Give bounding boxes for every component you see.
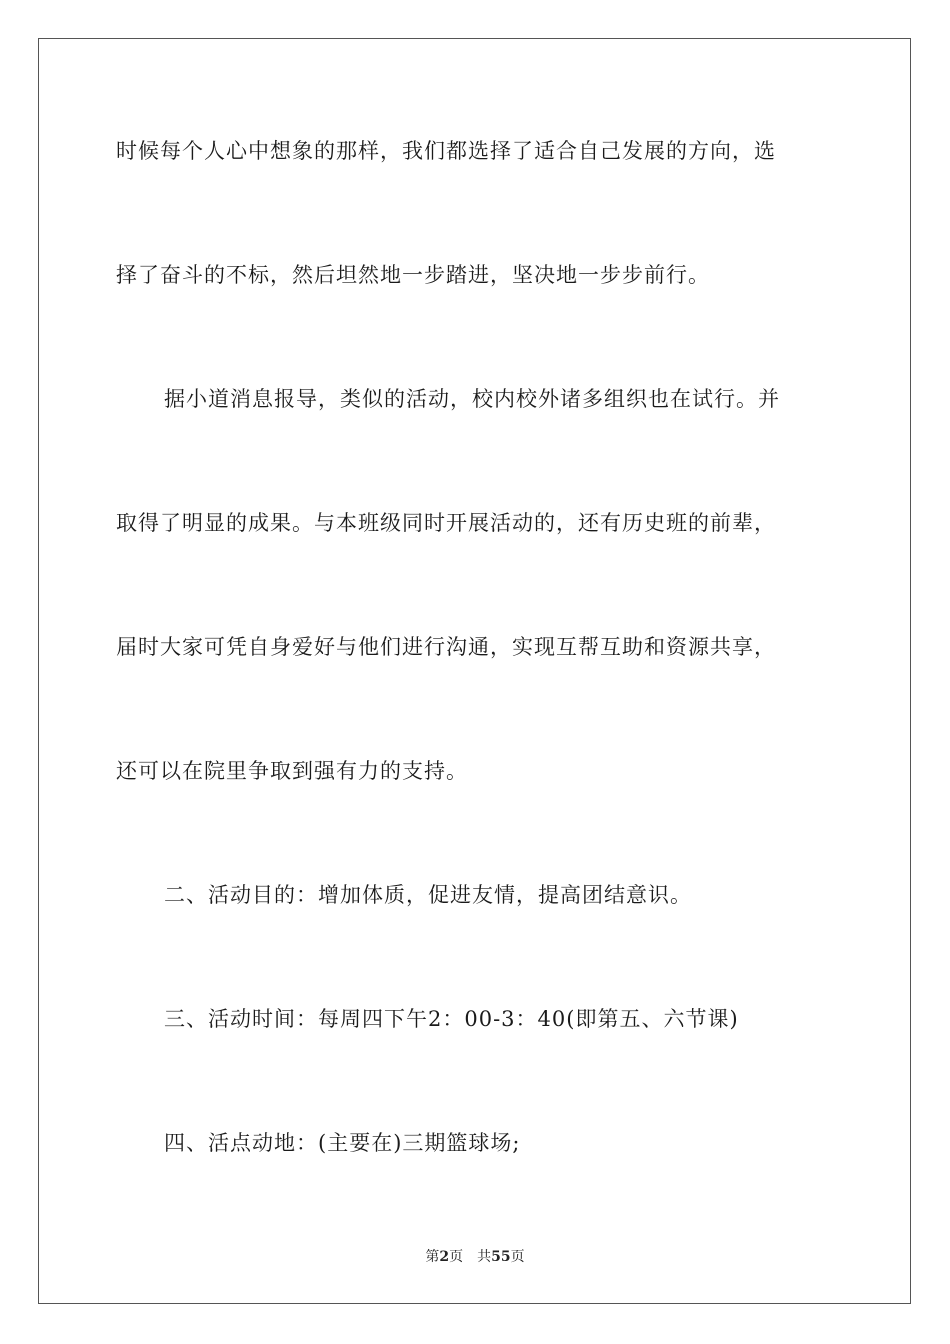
text-line-1: 时候每个人心中想象的那样，我们都选择了适合自己发展的方向，选 (116, 139, 776, 163)
page-footer (0, 1248, 950, 1266)
text-line-6: 还可以在院里争取到强有力的支持。 (116, 759, 468, 783)
section-heading-time: 三、活动时间：每周四下午2：00-3：40(即第五、六节课) (164, 1007, 739, 1031)
page-number: 2 (439, 1249, 450, 1265)
section-heading-purpose: 二、活动目的：增加体质，促进友情，提高团结意识。 (164, 883, 692, 907)
text-line-4: 取得了明显的成果。与本班级同时开展活动的，还有历史班的前辈， (116, 511, 776, 535)
total-pages: 55 (491, 1249, 511, 1265)
text-line-3: 据小道消息报导，类似的活动，校内校外诸多组织也在试行。并 (164, 387, 780, 411)
total-suffix: 页 (510, 1249, 525, 1265)
page-prefix: 第 (425, 1249, 440, 1265)
total-prefix: 共 (477, 1249, 492, 1265)
text-line-5: 届时大家可凭自身爱好与他们进行沟通，实现互帮互助和资源共享， (116, 635, 776, 659)
section-heading-location: 四、活点动地：(主要在)三期篮球场; (164, 1131, 521, 1155)
page-border (38, 38, 911, 1304)
text-line-2: 择了奋斗的不标，然后坦然地一步踏进，坚决地一步步前行。 (116, 263, 710, 287)
page-suffix: 页 (449, 1249, 464, 1265)
